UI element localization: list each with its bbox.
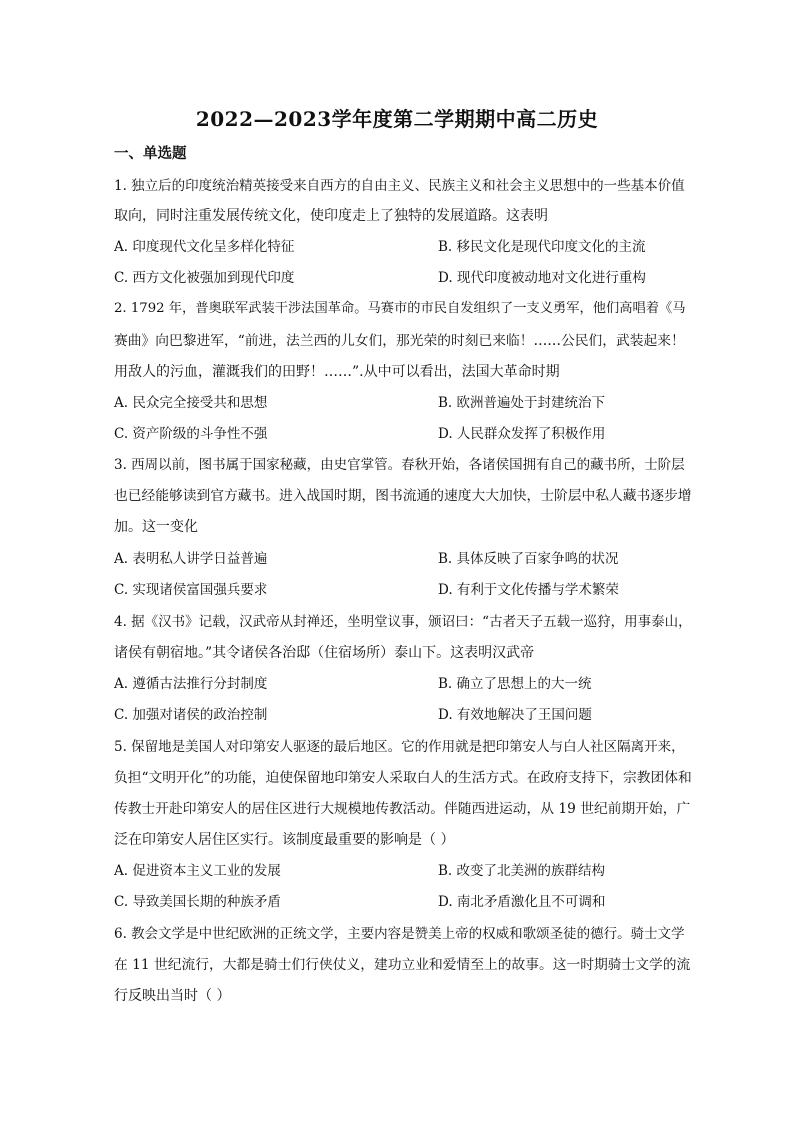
page-title: 2022—2023学年度第二学期期中高二历史 <box>195 107 599 131</box>
question-2-option-b: B. 欧洲普遍处于封建统治下 <box>438 395 606 411</box>
question-4-line-1: 4. 据《汉书》记载，汉武帝从封禅还，坐明堂议事，颁诏曰：“古者天子五载一巡狩，用事泰山， <box>114 614 692 630</box>
question-3-option-a: A. 表明私人讲学日益普遍 <box>114 551 268 567</box>
question-4-option-d: D. 有效地解决了王国问题 <box>438 707 592 723</box>
question-5-option-c: C. 导致美国长期的种族矛盾 <box>114 894 281 910</box>
question-4-option-b: B. 确立了思想上的大一统 <box>438 676 592 692</box>
question-5-line-4: 泛在印第安人居住区实行。该制度最重要的影响是（ ） <box>114 832 455 848</box>
section-heading: 一、单选题 <box>114 146 187 162</box>
question-3-option-b: B. 具体反映了百家争鸣的状况 <box>438 551 619 567</box>
question-1-option-c: C. 西方文化被强加到现代印度 <box>114 270 295 286</box>
question-1-option-b: B. 移民文化是现代印度文化的主流 <box>438 239 646 255</box>
question-6-line-3: 行反映出当时（ ） <box>114 988 231 1004</box>
question-2-option-c: C. 资产阶级的斗争性不强 <box>114 426 268 442</box>
question-2-line-2: 赛曲》向巴黎进军，“前进，法兰西的儿女们，那光荣的时刻已来临！……公民们，武装起来！ <box>114 333 685 349</box>
question-5-option-d: D. 南北矛盾激化且不可调和 <box>438 894 606 910</box>
question-6-line-2: 在 11 世纪流行，大都是骑士们行侠仗义，建功立业和爱情至上的故事。这一时期骑士文学的流 <box>114 957 691 973</box>
question-5-line-3: 传教士开赴印第安人的居住区进行大规模地传教活动。伴随西进运动，从 19 世纪前期开始，广 <box>114 801 691 817</box>
question-4-line-2: 诸侯有朝宿地。”其令诸侯各治邸（住宿场所）泰山下。这表明汉武帝 <box>114 645 535 661</box>
question-1-line-1: 1. 独立后的印度统治精英接受来自西方的自由主义、民族主义和社会主义思想中的一些基本价值 <box>114 178 685 194</box>
question-4-option-c: C. 加强对诸侯的政治控制 <box>114 707 268 723</box>
question-2-line-3: 用敌人的污血，灌溉我们的田野！……”.从中可以看出，法国大革命时期 <box>114 364 560 380</box>
question-2-line-1: 2. 1792 年，普奥联军武装干涉法国革命。马赛市的市民自发组织了一支义勇军，他们高唱着《马 <box>114 301 686 316</box>
question-3-option-d: D. 有利于文化传播与学术繁荣 <box>438 582 619 598</box>
question-1-line-2: 取向，同时注重发展传统文化，使印度走上了独特的发展道路。这表明 <box>114 208 548 224</box>
question-5-line-1: 5. 保留地是美国人对印第安人驱逐的最后地区。它的作用就是把印第安人与白人社区隔离开来， <box>114 739 685 755</box>
question-5-option-a: A. 促进资本主义工业的发展 <box>114 863 281 879</box>
question-3-line-2: 也已经能够读到官方藏书。进入战国时期，图书流通的速度大大加快，士阶层中私人藏书逐步增 <box>114 488 692 504</box>
question-5-option-b: B. 改变了北美洲的族群结构 <box>438 863 606 879</box>
question-2-option-a: A. 民众完全接受共和思想 <box>114 395 268 411</box>
question-1-option-a: A. 印度现代文化呈多样化特征 <box>114 239 295 255</box>
question-4-option-a: A. 遵循古法推行分封制度 <box>114 676 268 692</box>
question-2-option-d: D. 人民群众发挥了积极作用 <box>438 426 606 442</box>
question-3-line-3: 加。这一变化 <box>114 519 198 535</box>
question-1-option-d: D. 现代印度被动地对文化进行重构 <box>438 270 646 286</box>
question-6-line-1: 6. 教会文学是中世纪欧洲的正统文学，主要内容是赞美上帝的权威和歌颂圣徒的德行。骑士文学 <box>114 926 685 942</box>
question-3-line-1: 3. 西周以前，图书属于国家秘藏，由史官掌管。春秋开始，各诸侯国拥有自己的藏书所，士阶层 <box>114 457 685 473</box>
question-3-option-c: C. 实现诸侯富国强兵要求 <box>114 582 268 598</box>
question-5-line-2: 负担“文明开化”的功能，迫使保留地印第安人采取白人的生活方式。在政府支持下，宗教团体和 <box>114 770 692 786</box>
